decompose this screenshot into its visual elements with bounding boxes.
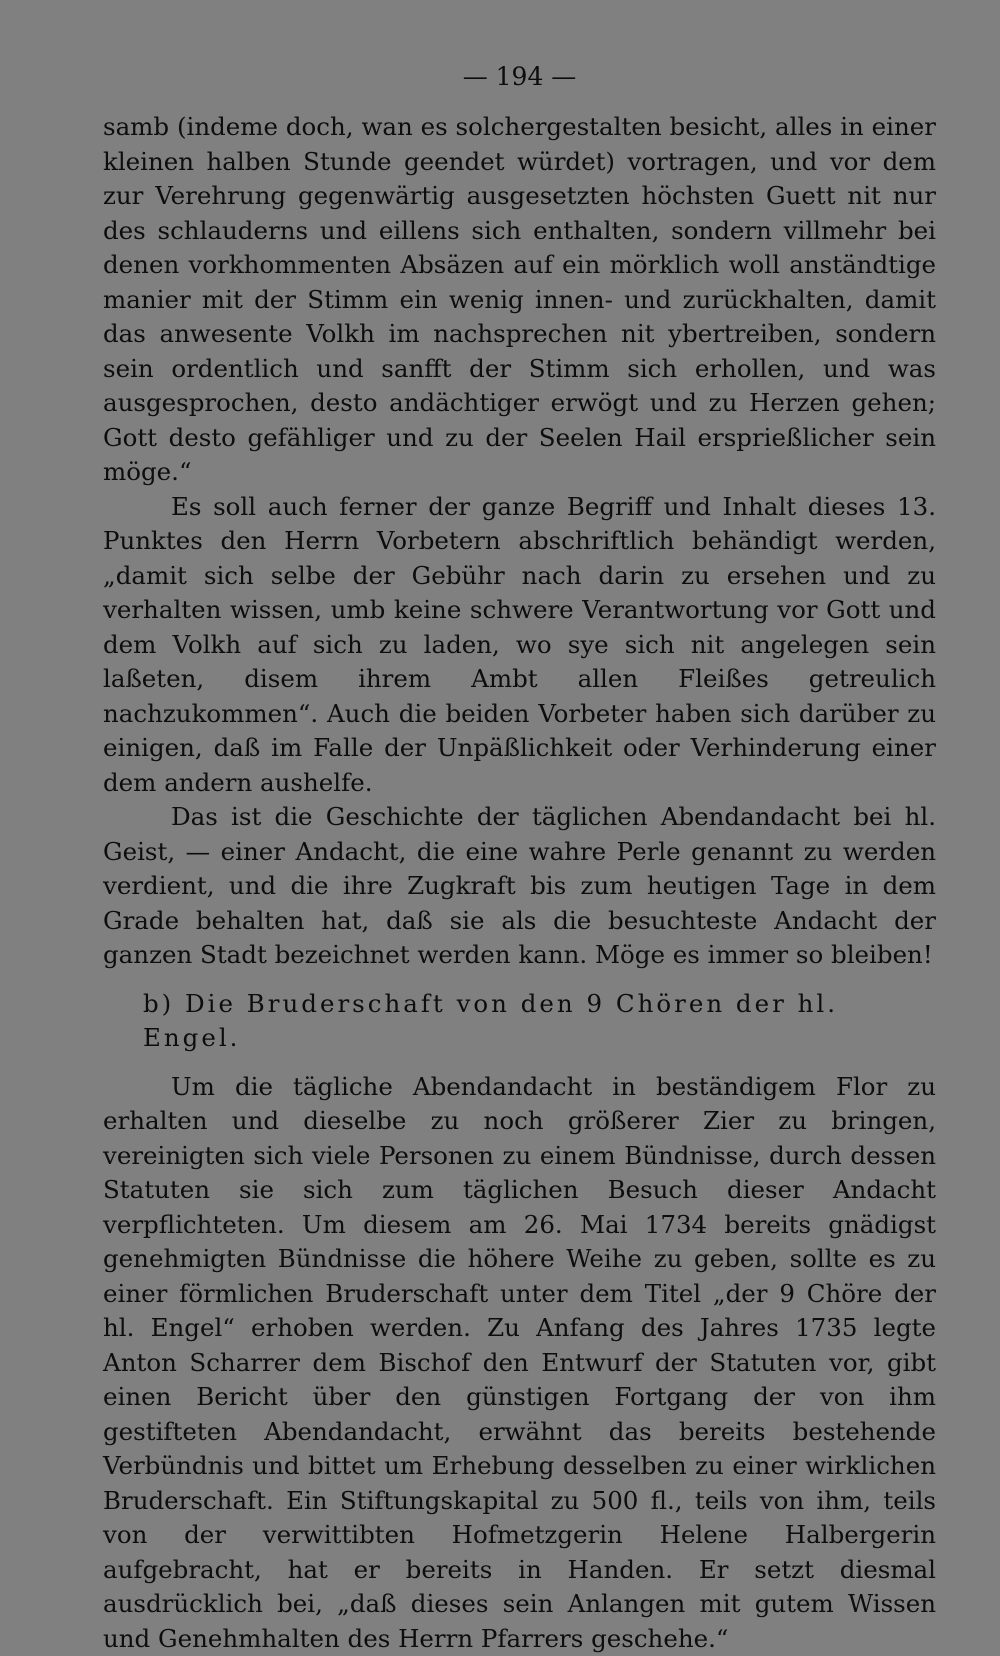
paragraph-punkt-13: Es soll auch ferner der ganze Begriff und Inhalt dieses 13. Punktes den Herrn Vorbetern abschriftlich behändigt werden, „damit sich selbe der Gebühr nach darin zu ersehen und zu verhalten wissen, umb keine schwere Verantwortung vor Gott und dem Volkh auf sich zu laden, wo sye sich nit angelegen sein laßeten, disem ihrem Ambt allen Fleißes getreulich nachzukommen“. Auch die beiden Vorbeter haben sich darüber zu einigen, daß im Falle der Unpäßlichkeit oder Verhinderung einer dem andern aushelfe.: [103, 490, 936, 801]
paragraph-quote-continuation: samb (indeme doch, wan es solchergestalten besicht, alles in einer kleinen halben Stunde geendet würdet) vortragen, und vor dem zur Verehrung gegenwärtig ausgesetzten höchsten Guett nit nur des schlauderns und eillens sich enthalten, sondern villmehr bei denen vorkhommenten Absäzen auf ein mörklich woll anständtige manier mit der Stimm ein wenig innen- und zurückhalten, damit das anwesente Volkh im nachsprechen nit ybertreiben, sondern sein ordentlich und sanfft der Stimm sich erhollen, und was ausgesprochen, desto andächtiger erwögt und zu Herzen gehen; Gott desto gefähliger und zu der Seelen Hail ersprießlicher sein möge.“: [103, 110, 936, 490]
section-heading: b) Die Bruderschaft von den 9 Chören der hl. Engel.: [103, 987, 936, 1056]
paragraph-bruderschaft: Um die tägliche Abendandacht in beständigem Flor zu erhalten und dieselbe zu noch größerer Zier zu bringen, vereinigten sich viele Personen zu einem Bündnisse, durch dessen Statuten sie sich zum täglichen Besuch dieser Andacht verpflichteten. Um diesem am 26. Mai 1734 bereits gnädigst genehmigten Bündnisse die höhere Weihe zu geben, sollte es zu einer förmlichen Bruderschaft unter dem Titel „der 9 Chöre der hl. Engel“ erhoben werden. Zu Anfang des Jahres 1735 legte Anton Scharrer dem Bischof den Entwurf der Statuten vor, gibt einen Bericht über den günstigen Fortgang der von ihm gestifteten Abendandacht, erwähnt das bereits bestehende Verbündnis und bittet um Erhebung desselben zu einer wirklichen Bruderschaft. Ein Stiftungskapital zu 500 fl., teils von ihm, teils von der verwittibten Hofmetzgerin Helene Halbergerin aufgebracht, hat er bereits in Handen. Er setzt diesmal ausdrücklich bei, „daß dieses sein Anlangen mit gutem Wissen und Genehmhalten des Herrn Pfarrers geschehe.“: [103, 1070, 936, 1656]
book-page: [103, 62, 936, 1656]
paragraph-geschichte: Das ist die Geschichte der täglichen Abendandacht bei hl. Geist, — einer Andacht, die eine wahre Perle genannt zu werden verdient, und die ihre Zugkraft bis zum heutigen Tage in dem Grade behalten hat, daß sie als die besuchteste Andacht der ganzen Stadt bezeichnet werden kann. Möge es immer so bleiben!: [103, 800, 936, 973]
page-number: — 194 —: [103, 62, 936, 92]
